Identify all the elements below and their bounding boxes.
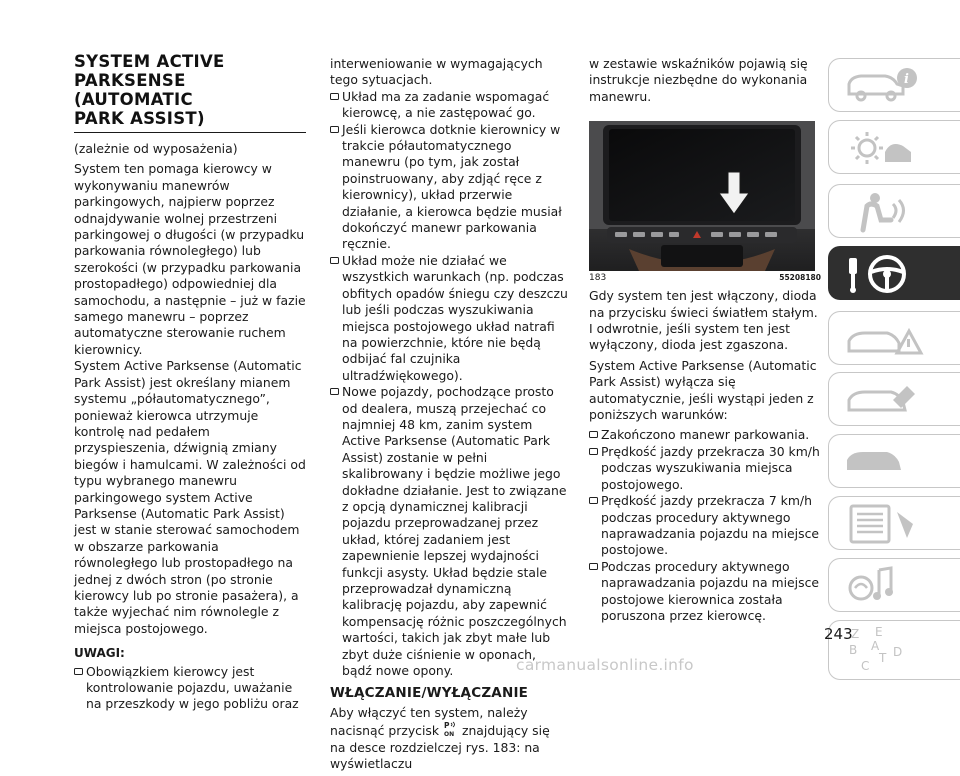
equipment-note: (zależnie od wyposażenia)	[74, 141, 238, 156]
bullet-item	[330, 253, 568, 384]
car-warning-icon	[841, 317, 931, 361]
svg-text:Z: Z	[851, 627, 860, 641]
figure-caption	[589, 273, 821, 283]
bullet-text: Podczas procedury aktywnego naprawadzania pojazdu na miejsce postojowe kierownica została poruszona przez kierowcę.	[601, 558, 820, 623]
bullet-text: Układ może nie działać we wszystkich warunkach (np. podczas obfitych opadów śniegu czy deszczu lub jeśli podczas wyszukiwania miejsca postojowego układ natrafi na powierzchnie, które nie będą odbijać fal czujnika ultradźwiękowego).	[342, 252, 568, 383]
figure-reference: 55208180	[779, 273, 821, 283]
tab-starting-driving[interactable]	[828, 246, 960, 300]
checkbox-bullet-icon	[589, 448, 598, 455]
bullet-item	[74, 664, 306, 713]
title-line-3: PARK ASSIST)	[74, 109, 205, 128]
multimedia-icon	[841, 564, 931, 608]
tab-technical-data[interactable]	[828, 496, 960, 550]
tab-car-info[interactable]	[828, 58, 960, 112]
svg-text:B: B	[849, 643, 858, 657]
bullet-item	[589, 427, 821, 443]
page-number: 243	[824, 625, 853, 643]
checkbox-bullet-icon	[330, 388, 339, 395]
svg-text:E: E	[875, 626, 883, 639]
title-line-1: SYSTEM ACTIVE	[74, 52, 225, 71]
bullet-text: Obowiązkiem kierowcy jest kontrolowanie pojazdu, uważanie na przeszkody w jego pobliżu oraz	[86, 663, 299, 712]
tab-safety[interactable]	[828, 184, 960, 238]
specifications-icon	[841, 502, 931, 546]
subsection-heading: WŁĄCZANIE/WYŁĄCZANIE	[330, 685, 529, 702]
checkbox-bullet-icon	[589, 563, 598, 570]
column-1	[74, 52, 306, 713]
paragraph: System Active Parksense (Automatic Park Assist) wyłącza się automatycznie, jeśli wystąpi jeden z poniższych warunków:	[589, 357, 817, 423]
tab-multimedia[interactable]	[828, 558, 960, 612]
figure-number: 183	[589, 273, 607, 284]
paragraph: System ten pomaga kierowcy w wykonywaniu manewrów parkingowych, najpierw poprzez odnajdywanie wolnej przestrzeni parkingowej o długości (w przypadku parkowania równoległego) lub szerokości (w przypadku parkowania prostopadłego) odpowiedniej dla samochodu, a następnie – już w fazie samego manewru – poprzez automatyczne sterowanie ruchem kierownicy.	[74, 161, 306, 357]
paragraph-text: Aby włączyć ten system, należy nacisnąć przycisk	[330, 704, 528, 739]
paragraph: Gdy system ten jest włączony, dioda na przycisku świeci światłem stałym. I odwrotnie, jeśli system ten jest wyłączony, dioda jest zgaszona.	[589, 288, 818, 353]
svg-text:ON: ON	[444, 731, 455, 738]
bullet-text: Zakończono manewr parkowania.	[601, 427, 810, 443]
svg-text:D: D	[893, 645, 903, 659]
bullet-text: Prędkość jazdy przekracza 30 km/h podczas wyszukiwania miejsca postojowego.	[601, 443, 820, 492]
bullet-item	[589, 444, 821, 493]
svg-text:A: A	[871, 639, 880, 653]
warning-lights-icon	[841, 126, 931, 170]
bullet-text: Nowe pojazdy, pochodzące prosto od dealera, muszą przejechać co najmniej 48 km, zanim system Active Parksense (Automatic Park Assist) zostanie w pełni skalibrowany i będzie możliwe jego dokładne działanie. Jest to związane z opcją dynamicznej kalibracji pojazdu przeprowadzanej przez układ, której zadaniem jest zapewnienie lepszej wydajności funkcji asysty. Układ będzie stale przeprowadzał dynamiczną kalibrację pojazdu, aby zapewnić kompensację różnic poszczególnych wartości, takich jak zbyt małe lub zbyt duże ciśnienie w oponach, bądź nowe opony.	[342, 384, 567, 679]
title-line-2: PARKSENSE (AUTOMATIC	[74, 71, 193, 109]
checkbox-bullet-icon	[330, 126, 339, 133]
key-steering-wheel-icon	[841, 252, 931, 296]
checkbox-bullet-icon	[74, 668, 83, 675]
park-assist-button-icon	[443, 721, 458, 737]
notes-heading: UWAGI:	[74, 646, 125, 661]
bullet-item	[330, 122, 568, 253]
tab-warning-lights[interactable]	[828, 120, 960, 174]
svg-text:C: C	[861, 659, 870, 673]
checkbox-bullet-icon	[589, 497, 598, 504]
checkbox-bullet-icon	[330, 257, 339, 264]
bullet-item	[330, 89, 568, 122]
bullet-item	[589, 493, 821, 559]
paragraph	[330, 705, 568, 773]
dashboard-photo	[589, 121, 815, 271]
tab-service[interactable]	[828, 372, 960, 426]
bullet-item	[330, 384, 568, 679]
car-info-icon	[841, 64, 931, 108]
bullet-text: Jeśli kierowca dotknie kierownicy w trakcie półautomatycznego manewru (po tym, jak został poinstruowany, aby zdjąć ręce z kierownicy), układ przerwie działanie, a kierowca będzie musiał dokończyć manewr parkowania ręcznie.	[342, 121, 562, 252]
column-3	[589, 56, 821, 624]
checkbox-bullet-icon	[589, 431, 598, 438]
watermark: carmanualsonline.info	[516, 656, 694, 674]
checkbox-bullet-icon	[330, 93, 339, 100]
svg-text:i: i	[904, 72, 909, 87]
paragraph: System Active Parksense (Automatic Park Assist) jest określany mianem systemu „półautomatycznego”, ponieważ kierowca utrzymuje kontrolę nad pedałem przyspieszenia, dźwignią zmiany biegów i hamulcami. W zależności od typu wybranego manewru parkingowego system Active Parksense (Automatic Park Assist) jest w stanie sterować samochodem w obszarze parkowania równoległego lub prostopadłego na jednej z dwóch stron (po stronie kierowcy lub po stronie pasażera), a także wyjechać nim równolegle z miejsca postojowego.	[74, 358, 306, 636]
tab-maintenance[interactable]	[828, 434, 960, 488]
paragraph: interweniowanie w wymagających tego sytuacjach.	[330, 56, 543, 88]
index-letters-icon	[841, 626, 931, 676]
car-wrench-icon	[841, 440, 931, 484]
dashboard-figure	[589, 121, 815, 271]
car-service-icon	[841, 378, 931, 422]
svg-text:T: T	[879, 651, 887, 665]
paragraph-text: znajdujący się na desce rozdzielczej rys. 183: na wyświetlaczu	[330, 723, 550, 772]
seat-airbag-icon	[841, 190, 931, 234]
tab-emergency[interactable]	[828, 311, 960, 365]
bullet-item	[589, 559, 821, 625]
bullet-text: Układ ma za zadanie wspomagać kierowcę, a nie zastępować go.	[342, 88, 550, 121]
svg-text:P: P	[444, 721, 450, 731]
bullet-text: Prędkość jazdy przekracza 7 km/h podczas procedury aktywnego naprawadzania pojazdu na miejsce postojowe.	[601, 493, 820, 558]
section-title	[74, 52, 306, 133]
paragraph: w zestawie wskaźników pojawią się instrukcje niezbędne do wykonania manewru.	[589, 56, 808, 104]
